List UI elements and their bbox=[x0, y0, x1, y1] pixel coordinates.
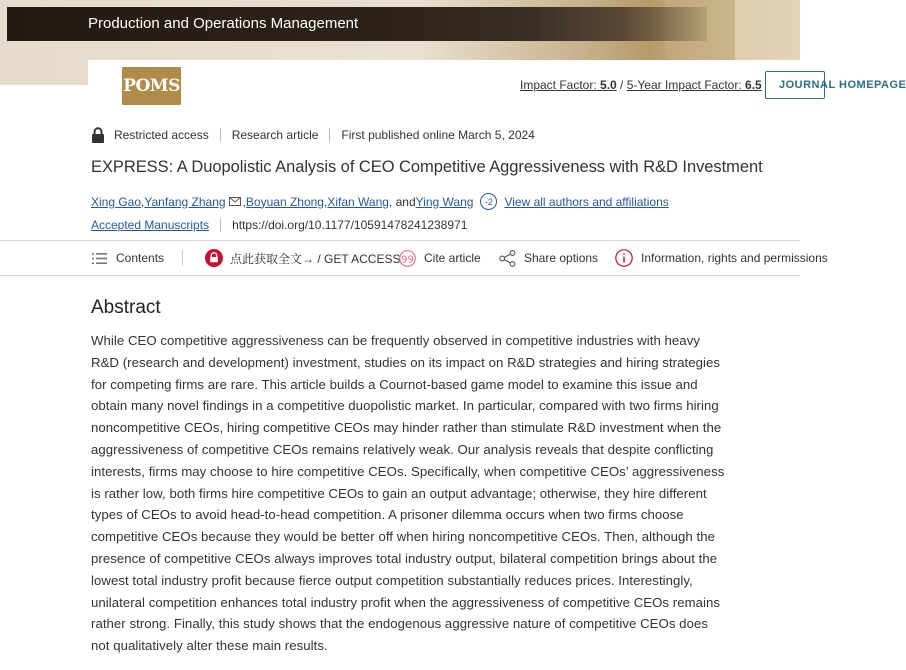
information-label: Information, rights and permissions bbox=[641, 251, 828, 265]
mail-icon[interactable] bbox=[229, 197, 241, 206]
article-toolbar bbox=[0, 240, 828, 276]
divider bbox=[220, 218, 221, 232]
publication-date: First published online March 5, 2024 bbox=[341, 128, 535, 142]
journal-name[interactable]: Production and Operations Management bbox=[88, 15, 359, 32]
author-link[interactable]: Ying Wang bbox=[415, 194, 474, 209]
view-all-authors-link[interactable]: View all authors and affiliations bbox=[504, 194, 669, 209]
author-link[interactable]: Xing Gao bbox=[91, 194, 142, 209]
contents-button[interactable] bbox=[92, 241, 164, 275]
divider bbox=[220, 128, 221, 142]
journal-homepage-button[interactable]: JOURNAL HOMEPAGE bbox=[765, 71, 825, 99]
five-year-impact-value[interactable]: 6.5 bbox=[745, 78, 762, 92]
share-options-button[interactable] bbox=[499, 241, 598, 275]
logo-text: POMS bbox=[123, 76, 180, 96]
article-type: Research article bbox=[231, 128, 319, 142]
contents-label: Contents bbox=[116, 251, 165, 265]
divider bbox=[182, 250, 183, 266]
category-link[interactable]: Accepted Manuscripts bbox=[91, 218, 210, 232]
svg-text:99: 99 bbox=[401, 254, 414, 265]
article-meta bbox=[91, 125, 535, 145]
impact-factor-value[interactable]: 5.0 bbox=[600, 78, 617, 92]
journal-logo[interactable] bbox=[122, 67, 181, 105]
article-title: EXPRESS: A Duopolistic Analysis of CEO Competitive Aggressiveness with R&D Investment bbox=[91, 158, 763, 176]
doi-link[interactable]: https://doi.org/10.1177/10591478241238971 bbox=[232, 218, 468, 232]
author-list: Xing Gao , Yanfang Zhang , Boyuan Zhong , Xifan Wang , and Ying Wang -2 View all authors and affiliations bbox=[91, 194, 669, 209]
info-icon bbox=[615, 249, 633, 267]
cite-label: Cite article bbox=[424, 251, 481, 265]
lock-icon bbox=[205, 249, 223, 267]
abstract-text: While CEO competitive aggressiveness can be frequently observed in competitive industries with heavy R&D (research and development) investment, studies on its impact on R&D strategies and hiring strategies for competing firms are rare. This article builds a Cournot-based game model to examine this issue and obtain many novel findings in a competitive duopolistic market. In particular, compared with two firms hiring noncompetitive CEOs, hiring competitive CEOs may hinder rather than stimulate R&D investment when the aggressiveness of competitive CEOs remains relatively weak. Our analysis reveals that despite conflicting interests, firms may choose to hire competitive CEOs. Specifically, when competitive CEOs’ aggressiveness is rather low, both firms hire competitive CEOs to gain an output advantage; otherwise, they hire different types of CEOs to avoid head-to-head competition. A prisoner dilemma occurs when two firms choose competitive CEOs because they would be better off when hiring noncompetitive CEOs. Then, although the presence of competitive CEOs always improves total industry output, bilateral competition brings about the lowest total industry profit because fierce output competition substantially reduces prices. Interestingly, unilateral competition enhances total industry profit when the aggressiveness of competitive CEOs remains rather strong. Finally, this study shows that the endogenous aggressive nature of competitive CEOs does not qualitatively alter these main results. bbox=[91, 333, 725, 654]
list-icon bbox=[92, 253, 107, 264]
authors-count-badge[interactable]: -2 bbox=[480, 193, 497, 210]
abstract-heading: Abstract bbox=[91, 297, 161, 318]
author-link[interactable]: Boyuan Zhong bbox=[245, 194, 324, 209]
impact-factor[interactable]: Impact Factor: 5.0 / 5-Year Impact Factor: 6.5 bbox=[520, 78, 762, 92]
share-label: Share options bbox=[524, 251, 599, 265]
author-link[interactable]: Yanfang Zhang bbox=[144, 194, 226, 209]
cite-article-button[interactable] bbox=[399, 241, 481, 275]
journal-title-bar[interactable] bbox=[7, 7, 707, 41]
divider bbox=[329, 128, 330, 142]
get-access-button[interactable] bbox=[205, 241, 400, 275]
lock-icon bbox=[91, 127, 105, 143]
author-link[interactable]: Xifan Wang bbox=[327, 194, 389, 209]
access-status: Restricted access bbox=[114, 128, 209, 142]
doi-row bbox=[91, 218, 467, 232]
information-button[interactable] bbox=[615, 241, 828, 275]
impact-factor-label[interactable]: Impact Factor: bbox=[520, 78, 597, 92]
get-access-label: 点此获取全文→ / GET ACCESS bbox=[230, 251, 401, 266]
journal-header bbox=[88, 60, 906, 112]
five-year-impact-label[interactable]: 5-Year Impact Factor: bbox=[626, 78, 742, 92]
share-icon bbox=[499, 250, 516, 267]
quote-icon bbox=[399, 250, 416, 267]
